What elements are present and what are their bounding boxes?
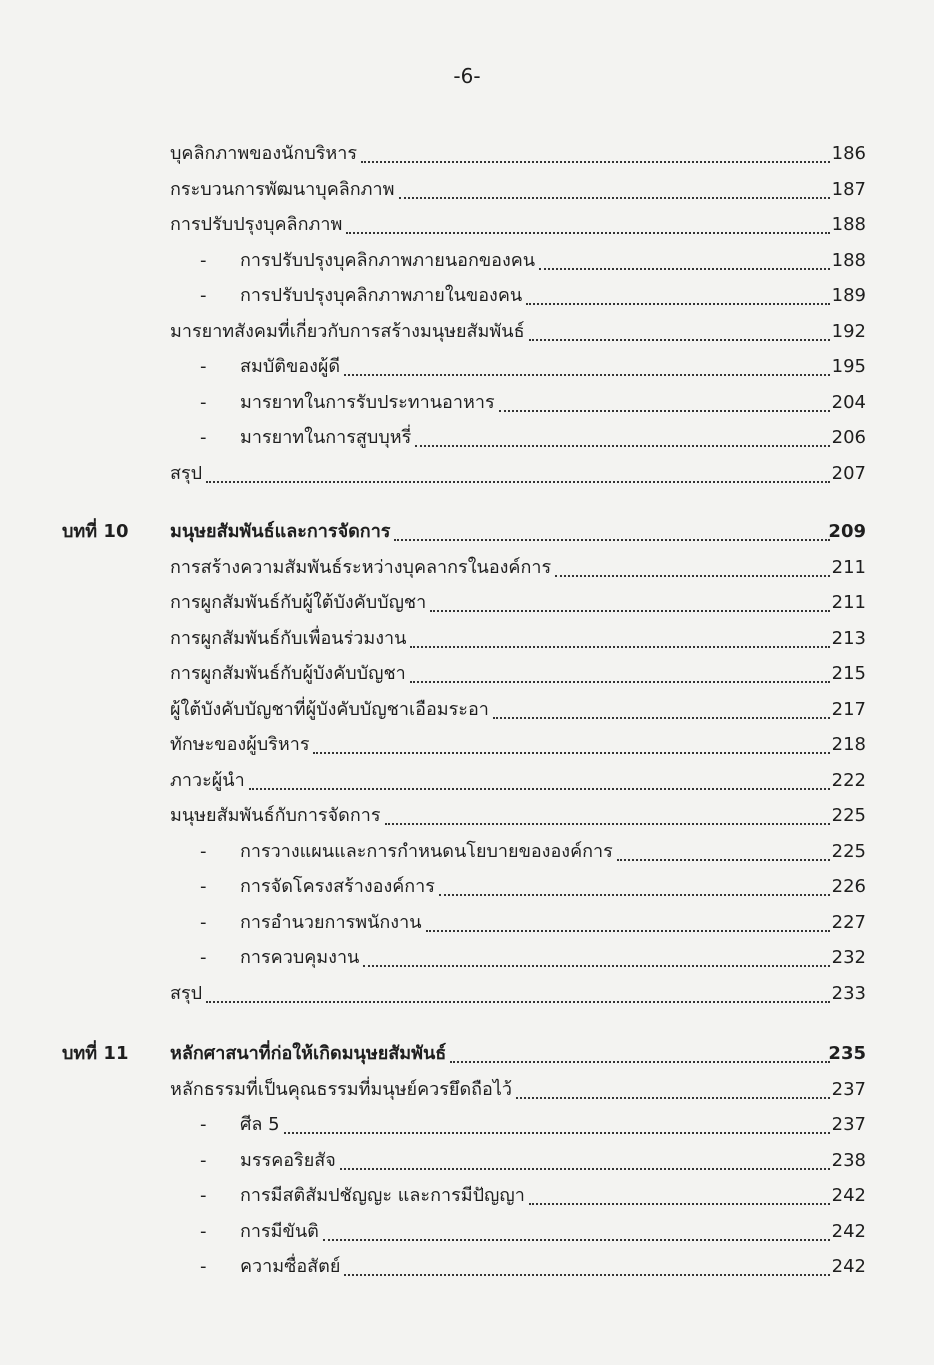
dot-leader <box>394 539 830 541</box>
page-ref: 215 <box>831 663 866 684</box>
dot-leader <box>555 575 830 577</box>
entry-line <box>240 385 834 421</box>
dot-leader <box>529 339 830 341</box>
dot-leader <box>439 894 830 896</box>
entry-line <box>240 420 834 456</box>
page-ref: 235 <box>828 1043 866 1064</box>
bullet-dash: - <box>200 876 207 897</box>
toc-entry-row <box>0 585 934 621</box>
toc-entry-row <box>0 905 934 941</box>
dot-leader <box>363 965 830 967</box>
dot-leader <box>410 646 830 648</box>
page-ref: 232 <box>831 947 866 968</box>
entry-title: ความซื่อสัตย์ <box>240 1256 341 1277</box>
entry-line <box>240 940 834 976</box>
entry-title: การผูกสัมพันธ์กับผู้ใต้บังคับบัญชา <box>170 592 427 613</box>
entry-line <box>170 692 834 728</box>
page-ref: 211 <box>831 557 866 578</box>
page-ref: 222 <box>831 770 866 791</box>
page-ref: 207 <box>831 463 866 484</box>
dot-leader <box>344 1274 830 1276</box>
page-ref: 225 <box>831 805 866 826</box>
entry-line <box>170 656 834 692</box>
page-ref: 242 <box>831 1256 866 1277</box>
entry-title: มนุษยสัมพันธ์กับการจัดการ <box>170 805 381 826</box>
toc-chapter-row <box>0 514 934 550</box>
dot-leader <box>313 752 830 754</box>
toc-entry-row <box>0 692 934 728</box>
dot-leader <box>529 1203 830 1205</box>
chapter-label: บทที่ 10 <box>62 521 129 542</box>
toc-entry-row <box>0 1178 934 1214</box>
toc-entry-row <box>0 1214 934 1250</box>
page-ref: 211 <box>831 592 866 613</box>
entry-title: สมบัติของผู้ดี <box>240 356 341 377</box>
page-ref: 242 <box>831 1185 866 1206</box>
toc-entry-row <box>0 349 934 385</box>
entry-line <box>240 278 834 314</box>
bullet-dash: - <box>200 841 207 862</box>
dot-leader <box>426 930 831 932</box>
dot-leader <box>385 823 831 825</box>
dot-leader <box>415 445 830 447</box>
toc-entry-row <box>0 278 934 314</box>
dot-leader <box>526 303 830 305</box>
entry-title: การควบคุมงาน <box>240 947 360 968</box>
entry-title: การผูกสัมพันธ์กับเพื่อนร่วมงาน <box>170 628 407 649</box>
entry-title: มรรคอริยสัจ <box>240 1150 336 1171</box>
dot-leader <box>346 232 830 234</box>
dot-leader <box>450 1061 830 1063</box>
entry-line <box>170 456 834 492</box>
page-ref: 192 <box>831 321 866 342</box>
entry-line <box>170 798 834 834</box>
page-ref: 237 <box>831 1114 866 1135</box>
dot-leader <box>206 1001 830 1003</box>
entry-title: ผู้ใต้บังคับบัญชาที่ผู้บังคับบัญชาเอือมระอา <box>170 699 489 720</box>
entry-line <box>240 1107 834 1143</box>
entry-title: มารยาทในการสูบบุหรี่ <box>240 427 412 448</box>
page-ref: 242 <box>831 1221 866 1242</box>
page-ref: 238 <box>831 1150 866 1171</box>
entry-line <box>240 243 834 279</box>
entry-line <box>170 550 834 586</box>
entry-title: การสร้างความสัมพันธ์ระหว่างบุคลากรในองค์การ <box>170 557 552 578</box>
entry-title: การผูกสัมพันธ์กับผู้บังคับบัญชา <box>170 663 406 684</box>
entry-title: การมีสติสัมปชัญญะ และการมีปัญญา <box>240 1185 525 1206</box>
bullet-dash: - <box>200 1221 207 1242</box>
entry-title: การอำนวยการพนักงาน <box>240 912 422 933</box>
dot-leader <box>516 1097 830 1099</box>
entry-title: ทักษะของผู้บริหาร <box>170 734 310 755</box>
dot-leader <box>323 1239 830 1241</box>
page-ref: 188 <box>831 250 866 271</box>
entry-title: ภาวะผู้นำ <box>170 770 245 791</box>
entry-title: หลักศาสนาที่ก่อให้เกิดมนุษยสัมพันธ์ <box>170 1043 447 1064</box>
entry-line <box>170 763 834 799</box>
dot-leader <box>539 268 830 270</box>
entry-title: มารยาทสังคมที่เกี่ยวกับการสร้างมนุษยสัมพันธ์ <box>170 321 525 342</box>
dot-leader <box>410 681 830 683</box>
page-ref: 189 <box>831 285 866 306</box>
page-ref: 233 <box>831 983 866 1004</box>
bullet-dash: - <box>200 285 207 306</box>
entry-title: การจัดโครงสร้างองค์การ <box>240 876 435 897</box>
entry-title: ศีล 5 <box>240 1114 280 1135</box>
bullet-dash: - <box>200 250 207 271</box>
toc-entry-row <box>0 1107 934 1143</box>
dot-leader <box>344 374 830 376</box>
entry-line <box>170 1036 834 1072</box>
page-ref: 225 <box>831 841 866 862</box>
entry-line <box>170 136 834 172</box>
entry-line <box>170 514 834 550</box>
dot-leader <box>493 717 830 719</box>
entry-line <box>170 727 834 763</box>
page-ref: 237 <box>831 1079 866 1100</box>
bullet-dash: - <box>200 1256 207 1277</box>
entry-line <box>240 869 834 905</box>
entry-line <box>170 621 834 657</box>
toc-entry-row <box>0 136 934 172</box>
dot-leader <box>399 197 830 199</box>
toc-entry-row <box>0 727 934 763</box>
entry-title: หลักธรรมที่เป็นคุณธรรมที่มนุษย์ควรยึดถือไว้ <box>170 1079 513 1100</box>
toc-entry-row <box>0 621 934 657</box>
toc-entry-row <box>0 763 934 799</box>
entry-title: สรุป <box>170 983 203 1004</box>
entry-title: มารยาทในการรับประทานอาหาร <box>240 392 495 413</box>
dot-leader <box>249 788 830 790</box>
entry-line <box>240 1143 834 1179</box>
bullet-dash: - <box>200 912 207 933</box>
toc-entry-row <box>0 243 934 279</box>
dot-leader <box>340 1168 830 1170</box>
toc-entry-row <box>0 834 934 870</box>
entry-line <box>240 834 834 870</box>
bullet-dash: - <box>200 1150 207 1171</box>
page-ref: 206 <box>831 427 866 448</box>
toc-entry-row <box>0 976 934 1012</box>
toc-entry-row <box>0 656 934 692</box>
entry-title: บุคลิกภาพของนักบริหาร <box>170 143 358 164</box>
entry-title: การวางแผนและการกำหนดนโยบายขององค์การ <box>240 841 613 862</box>
page-ref: 187 <box>831 179 866 200</box>
toc-entry-row <box>0 869 934 905</box>
toc-entry-row <box>0 314 934 350</box>
page-ref: 209 <box>828 521 866 542</box>
page-ref: 218 <box>831 734 866 755</box>
toc-entry-row <box>0 420 934 456</box>
toc-entry-row <box>0 172 934 208</box>
bullet-dash: - <box>200 392 207 413</box>
dot-leader <box>617 859 830 861</box>
toc-entry-row <box>0 940 934 976</box>
dot-leader <box>430 610 830 612</box>
entry-title: การมีขันติ <box>240 1221 319 1242</box>
toc-entry-row <box>0 1249 934 1285</box>
entry-line <box>170 207 834 243</box>
entry-title: กระบวนการพัฒนาบุคลิกภาพ <box>170 179 395 200</box>
entry-line <box>240 349 834 385</box>
page-number: -6- <box>453 64 481 88</box>
toc-entry-row <box>0 207 934 243</box>
toc-entry-row <box>0 798 934 834</box>
entry-line <box>240 905 834 941</box>
page-ref: 213 <box>831 628 866 649</box>
toc-entry-row <box>0 1143 934 1179</box>
dot-leader <box>499 410 830 412</box>
page-ref: 186 <box>831 143 866 164</box>
dot-leader <box>206 481 830 483</box>
entry-title: มนุษยสัมพันธ์และการจัดการ <box>170 521 391 542</box>
entry-title: การปรับปรุงบุคลิกภาพภายนอกของคน <box>240 250 536 271</box>
bullet-dash: - <box>200 427 207 448</box>
toc-chapter-row <box>0 1036 934 1072</box>
dot-leader <box>284 1132 830 1134</box>
page-ref: 195 <box>831 356 866 377</box>
dot-leader <box>361 161 830 163</box>
entry-title: การปรับปรุงบุคลิกภาพ <box>170 214 343 235</box>
toc-entry-row <box>0 456 934 492</box>
bullet-dash: - <box>200 356 207 377</box>
page-ref: 204 <box>831 392 866 413</box>
page-ref: 227 <box>831 912 866 933</box>
page-ref: 217 <box>831 699 866 720</box>
chapter-label: บทที่ 11 <box>62 1043 129 1064</box>
page-ref: 188 <box>831 214 866 235</box>
page-ref: 226 <box>831 876 866 897</box>
toc-entry-row <box>0 550 934 586</box>
entry-title: การปรับปรุงบุคลิกภาพภายในของคน <box>240 285 523 306</box>
toc-entry-row <box>0 1072 934 1108</box>
entry-line <box>240 1214 834 1250</box>
entry-line <box>170 314 834 350</box>
entry-title: สรุป <box>170 463 203 484</box>
entry-line <box>170 585 834 621</box>
toc-entry-row <box>0 385 934 421</box>
bullet-dash: - <box>200 1114 207 1135</box>
entry-line <box>170 976 834 1012</box>
entry-line <box>170 172 834 208</box>
entry-line <box>240 1178 834 1214</box>
bullet-dash: - <box>200 1185 207 1206</box>
bullet-dash: - <box>200 947 207 968</box>
entry-line <box>170 1072 834 1108</box>
entry-line <box>240 1249 834 1285</box>
